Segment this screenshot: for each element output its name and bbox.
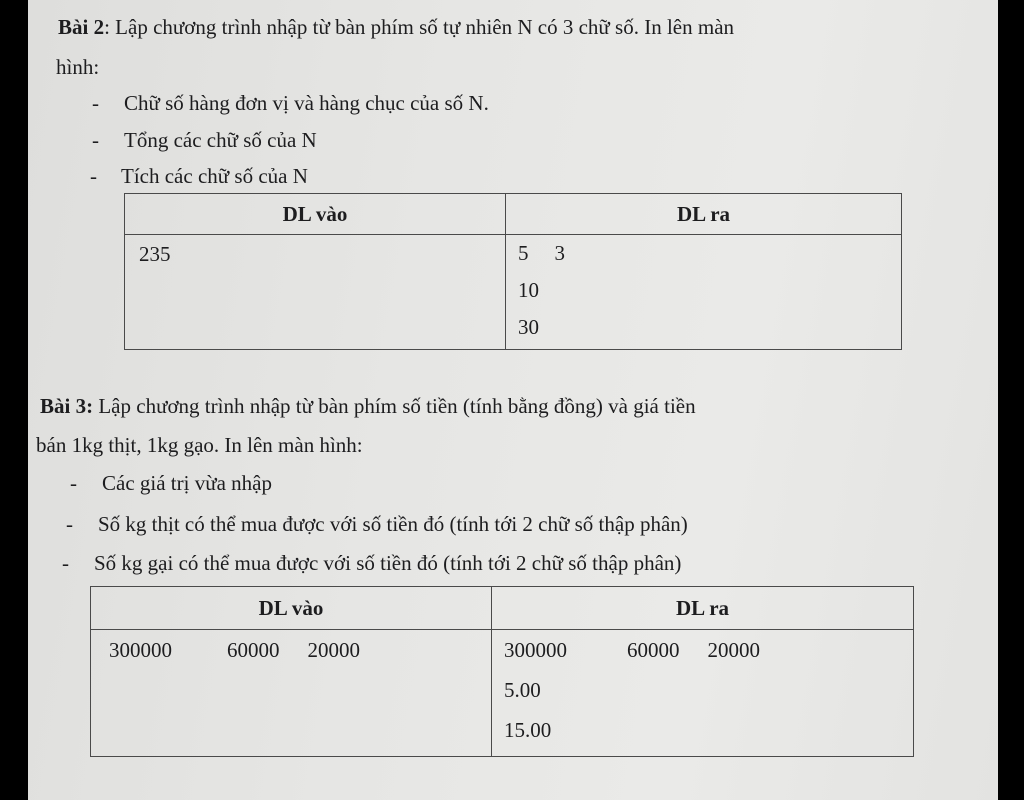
bai3-item: Số kg thịt có thể mua được với số tiền đó (tính tới 2 chữ số thập phân) xyxy=(98,512,688,536)
bai3-item: Các giá trị vừa nhập xyxy=(102,471,272,495)
input-value: 300000 xyxy=(109,638,172,662)
bai3-text-line1: Lập chương trình nhập từ bàn phím số tiền (tính bằng đồng) và giá tiền xyxy=(93,394,696,418)
bai3-label: Bài 3: xyxy=(40,394,94,418)
output-line xyxy=(518,235,901,272)
output-line: 30 xyxy=(518,315,539,339)
table-header-output: DL ra xyxy=(492,587,914,630)
table-row xyxy=(125,235,902,350)
bai3-table xyxy=(90,586,914,757)
table-header-input: DL vào xyxy=(125,194,506,235)
table-cell-output xyxy=(492,630,914,757)
table-cell-output xyxy=(506,235,902,350)
bullet-dash: - xyxy=(92,91,99,115)
bullet-dash: - xyxy=(66,512,73,536)
bai2-item: Tích các chữ số của N xyxy=(121,164,308,188)
bullet-dash: - xyxy=(92,128,99,152)
bai2-text-line2: hình: xyxy=(56,55,100,79)
input-value: 235 xyxy=(139,242,171,266)
bai3-item: Số kg gại có thể mua được với số tiền đó (tính tới 2 chữ số thập phân) xyxy=(94,551,682,575)
input-value: 20000 xyxy=(307,638,360,662)
table-cell-input xyxy=(125,235,506,350)
table-header-row xyxy=(125,194,902,235)
output-line xyxy=(504,630,913,670)
bai2-item: Tổng các chữ số của N xyxy=(124,128,317,152)
bai2-heading xyxy=(58,14,734,40)
bullet-dash: - xyxy=(90,164,97,188)
table-cell-input xyxy=(91,630,492,757)
output-value: 60000 xyxy=(627,638,680,662)
output-value: 300000 xyxy=(504,638,567,662)
bai2-label: Bài 2 xyxy=(58,15,105,39)
output-value: 5 xyxy=(518,241,529,265)
table-row xyxy=(91,630,914,757)
output-line: 5.00 xyxy=(504,678,541,702)
input-value: 60000 xyxy=(227,638,280,662)
bai3-heading xyxy=(40,393,696,419)
table-header-row xyxy=(91,587,914,630)
input-line xyxy=(109,632,491,668)
output-line: 10 xyxy=(518,278,539,302)
bullet-dash: - xyxy=(62,551,69,575)
output-value: 3 xyxy=(554,241,565,265)
output-line: 15.00 xyxy=(504,718,552,742)
table-header-input: DL vào xyxy=(91,587,492,630)
bai2-item: Chữ số hàng đơn vị và hàng chục của số N. xyxy=(124,91,489,115)
bai2-table xyxy=(124,193,902,350)
bai2-text-line1: : Lập chương trình nhập từ bàn phím số tự nhiên N có 3 chữ số. In lên màn xyxy=(104,15,735,39)
output-value: 20000 xyxy=(707,638,760,662)
table-header-output: DL ra xyxy=(506,194,902,235)
bai3-text-line2: bán 1kg thịt, 1kg gạo. In lên màn hình: xyxy=(36,433,363,457)
bullet-dash: - xyxy=(70,471,77,495)
